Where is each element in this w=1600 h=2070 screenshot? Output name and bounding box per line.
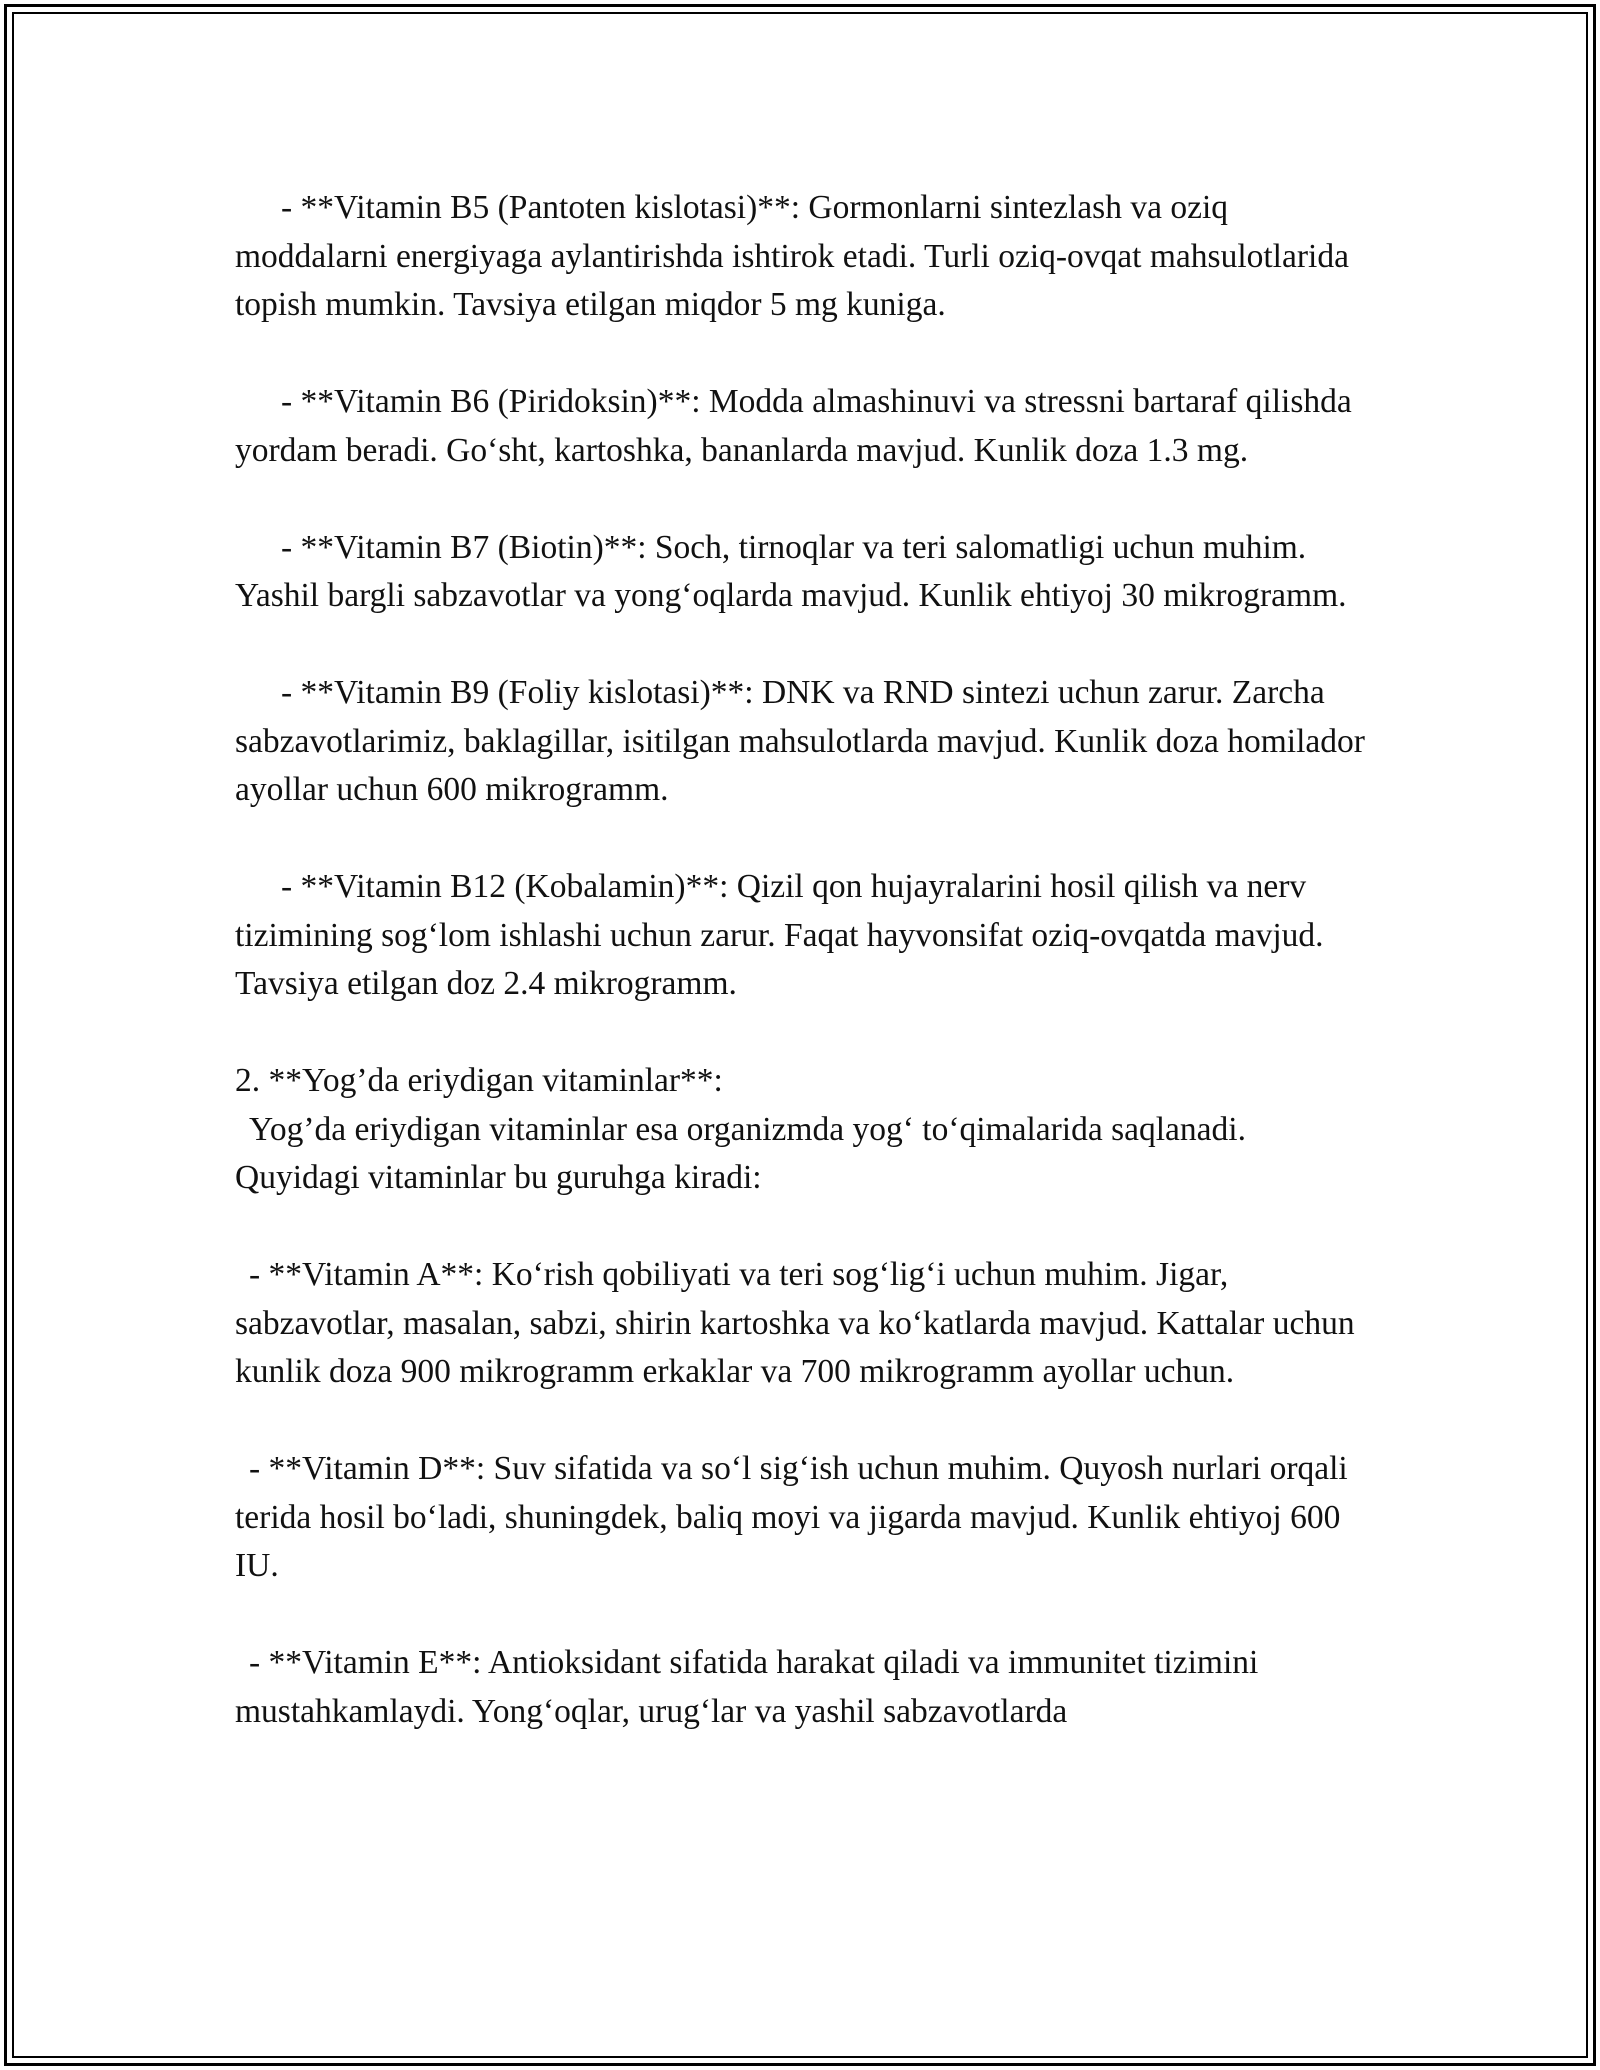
document-body	[235, 184, 1375, 1736]
paragraph-vitamin-d: - **Vitamin D**: Suv sifatida va so‘l sig‘ish uchun muhim. Quyosh nurlari orqali terida hosil bo‘ladi, shuningdek, baliq moyi va jigarda mavjud. Kunlik ehtiyoj 600 IU.	[235, 1450, 1357, 1584]
paragraph-vitamin-b12: - **Vitamin B12 (Kobalamin)**: Qizil qon hujayralarini hosil qilish va nerv tizimining sog‘lom ishlashi uchun zarur. Faqat hayvonsifat oziq-ovqatda mavjud. Tavsiya etilgan doz 2.4 mikrogramm.	[235, 868, 1332, 1002]
section-intro-fat-soluble: Yog’da eriydigan vitaminlar esa organizmda yog‘ to‘qimalarida saqlanadi. Quyidagi vitaminlar bu guruhga kiradi:	[235, 1110, 1255, 1196]
paragraph-vitamin-b6: - **Vitamin B6 (Piridoksin)**: Modda almashinuvi va stressni bartaraf qilishda yordam beradi. Go‘sht, kartoshka, bananlarda mavjud. Kunlik doza 1.3 mg.	[235, 383, 1361, 469]
section-heading-fat-soluble: 2. **Yog’da eriydigan vitaminlar**:	[235, 1062, 723, 1099]
paragraph-vitamin-e: - **Vitamin E**: Antioksidant sifatida harakat qiladi va immunitet tizimini mustahkamlaydi. Yong‘oqlar, urug‘lar va yashil sabzavotlarda	[235, 1644, 1267, 1730]
paragraph-vitamin-b5: - **Vitamin B5 (Pantoten kislotasi)**: Gormonlarni sintezlash va oziq moddalarni energiyaga aylantirishda ishtirok etadi. Turli oziq-ovqat mahsulotlarida topish mumkin. Tavsiya etilgan miqdor 5 mg kuniga.	[235, 189, 1358, 323]
paragraph-vitamin-b7: - **Vitamin B7 (Biotin)**: Soch, tirnoqlar va teri salomatligi uchun muhim. Yashil bargli sabzavotlar va yong‘oqlarda mavjud. Kunlik ehtiyoj 30 mikrogramm.	[235, 528, 1347, 614]
paragraph-vitamin-a: - **Vitamin A**: Ko‘rish qobiliyati va teri sog‘lig‘i uchun muhim. Jigar, sabzavotlar, masalan, sabzi, shirin kartoshka va ko‘katlarda mavjud. Kattalar uchun kunlik doza 900 mikrogramm erkaklar va 700 mikrogramm ayollar uchun.	[235, 1256, 1363, 1390]
paragraph-vitamin-b9: - **Vitamin B9 (Foliy kislotasi)**: DNK va RND sintezi uchun zarur. Zarcha sabzavotlarimiz, baklagillar, isitilgan mahsulotlarda mavjud. Kunlik doza homilador ayollar uchun 600 mikrogramm.	[235, 674, 1374, 808]
